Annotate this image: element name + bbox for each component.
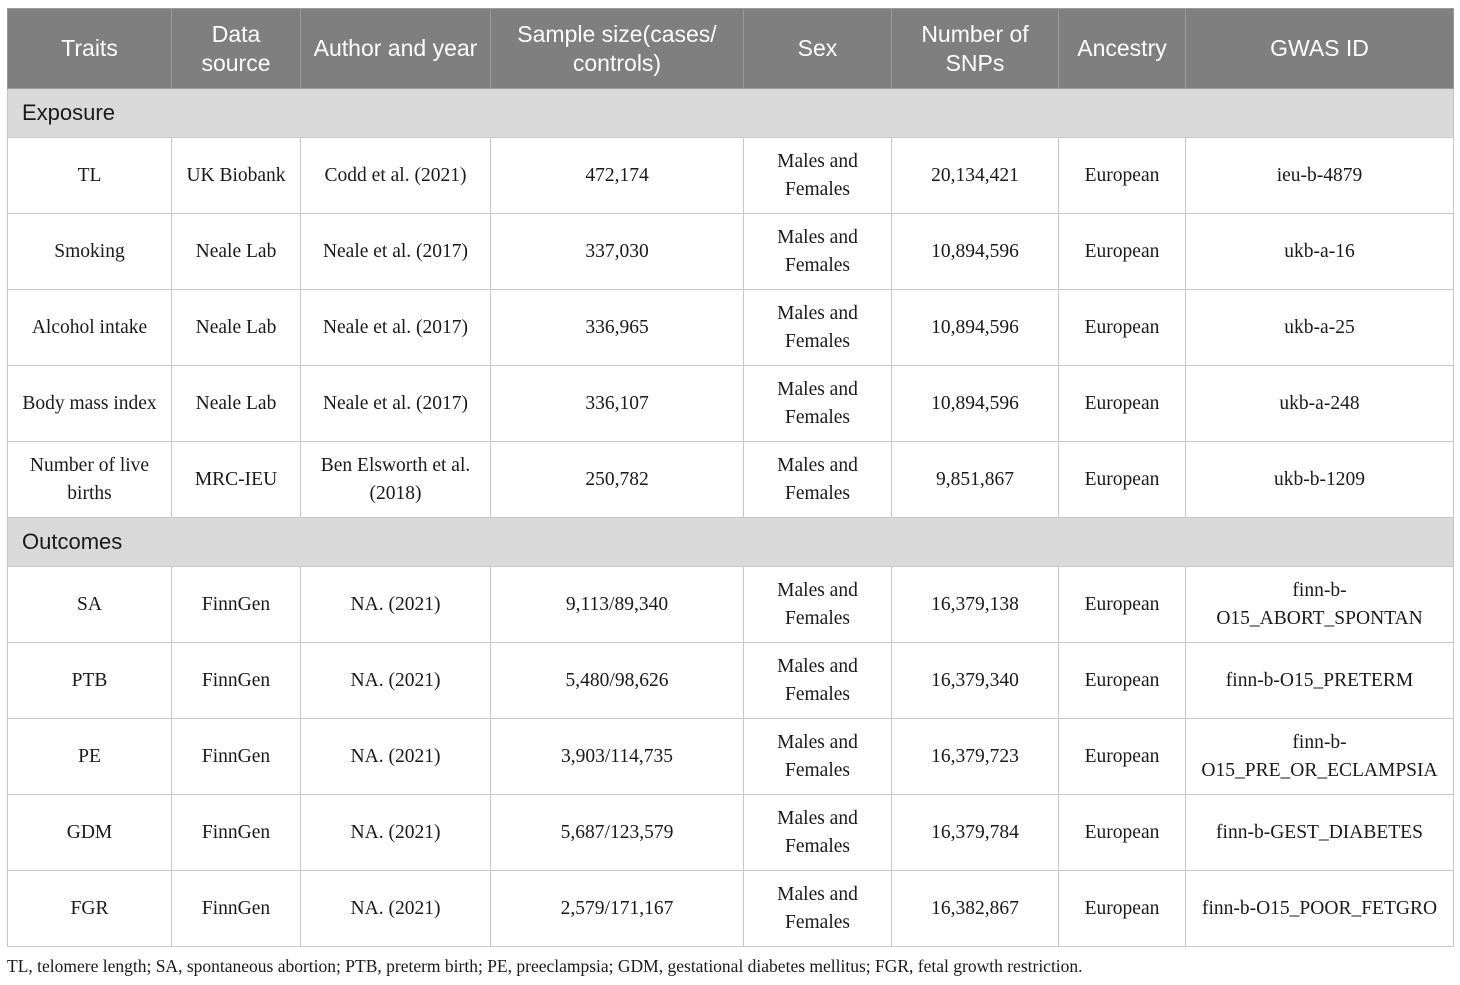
cell-sample-size: 336,107 — [491, 366, 744, 442]
cell-trait: Smoking — [8, 214, 172, 290]
cell-trait: TL — [8, 138, 172, 214]
cell-gwas-id: finn-b-O15_PRETERM — [1186, 643, 1454, 719]
cell-ancestry: European — [1059, 290, 1186, 366]
cell-ancestry: European — [1059, 719, 1186, 795]
gwas-table-container — [7, 8, 1453, 947]
cell-sex: Males and Females — [744, 567, 892, 643]
table-row — [8, 290, 1454, 366]
cell-data-source: Neale Lab — [172, 214, 301, 290]
header-sample-size: Sample size(cases/ controls) — [491, 9, 744, 89]
cell-gwas-id: finn-b-O15_ABORT_SPONTAN — [1186, 567, 1454, 643]
header-sex: Sex — [744, 9, 892, 89]
table-row — [8, 138, 1454, 214]
cell-author-year: Neale et al. (2017) — [301, 290, 491, 366]
cell-number-of-snps: 16,379,340 — [892, 643, 1059, 719]
cell-gwas-id: ieu-b-4879 — [1186, 138, 1454, 214]
header-number-of-snps: Number of SNPs — [892, 9, 1059, 89]
cell-sex: Males and Females — [744, 719, 892, 795]
cell-data-source: UK Biobank — [172, 138, 301, 214]
cell-ancestry: European — [1059, 643, 1186, 719]
cell-gwas-id: ukb-a-25 — [1186, 290, 1454, 366]
cell-sample-size: 472,174 — [491, 138, 744, 214]
header-gwas-id: GWAS ID — [1186, 9, 1454, 89]
cell-trait: PTB — [8, 643, 172, 719]
cell-sex: Males and Females — [744, 871, 892, 947]
table-row — [8, 442, 1454, 518]
cell-ancestry: European — [1059, 138, 1186, 214]
header-ancestry: Ancestry — [1059, 9, 1186, 89]
table-row — [8, 719, 1454, 795]
cell-gwas-id: ukb-a-248 — [1186, 366, 1454, 442]
cell-sex: Males and Females — [744, 366, 892, 442]
cell-number-of-snps: 16,379,138 — [892, 567, 1059, 643]
cell-number-of-snps: 20,134,421 — [892, 138, 1059, 214]
cell-data-source: FinnGen — [172, 643, 301, 719]
cell-ancestry: European — [1059, 567, 1186, 643]
cell-number-of-snps: 10,894,596 — [892, 366, 1059, 442]
cell-ancestry: European — [1059, 795, 1186, 871]
table-row — [8, 366, 1454, 442]
section-row-outcomes — [8, 518, 1454, 567]
cell-author-year: Ben Elsworth et al. (2018) — [301, 442, 491, 518]
cell-sex: Males and Females — [744, 290, 892, 366]
cell-ancestry: European — [1059, 871, 1186, 947]
cell-sex: Males and Females — [744, 643, 892, 719]
cell-gwas-id: ukb-a-16 — [1186, 214, 1454, 290]
cell-number-of-snps: 10,894,596 — [892, 214, 1059, 290]
cell-gwas-id: finn-b-GEST_DIABETES — [1186, 795, 1454, 871]
cell-number-of-snps: 10,894,596 — [892, 290, 1059, 366]
section-row-exposure — [8, 89, 1454, 138]
section-title: Outcomes — [8, 518, 1454, 567]
cell-author-year: Neale et al. (2017) — [301, 214, 491, 290]
gwas-data-table — [7, 8, 1454, 947]
cell-author-year: NA. (2021) — [301, 719, 491, 795]
cell-number-of-snps: 16,382,867 — [892, 871, 1059, 947]
cell-sample-size: 336,965 — [491, 290, 744, 366]
table-row — [8, 871, 1454, 947]
cell-ancestry: European — [1059, 442, 1186, 518]
cell-ancestry: European — [1059, 366, 1186, 442]
cell-trait: Body mass index — [8, 366, 172, 442]
cell-author-year: Neale et al. (2017) — [301, 366, 491, 442]
cell-trait: Number of live births — [8, 442, 172, 518]
table-row — [8, 643, 1454, 719]
cell-trait: SA — [8, 567, 172, 643]
cell-gwas-id: finn-b-O15_POOR_FETGRO — [1186, 871, 1454, 947]
header-data-source: Data source — [172, 9, 301, 89]
cell-sample-size: 9,113/89,340 — [491, 567, 744, 643]
cell-author-year: Codd et al. (2021) — [301, 138, 491, 214]
cell-data-source: Neale Lab — [172, 366, 301, 442]
cell-data-source: FinnGen — [172, 871, 301, 947]
cell-sample-size: 5,480/98,626 — [491, 643, 744, 719]
cell-number-of-snps: 9,851,867 — [892, 442, 1059, 518]
cell-sample-size: 337,030 — [491, 214, 744, 290]
table-footnote: TL, telomere length; SA, spontaneous abortion; PTB, preterm birth; PE, preeclampsia; GDM, gestational diabetes mellitus; FGR, fetal growth restriction. — [7, 956, 1083, 976]
cell-number-of-snps: 16,379,723 — [892, 719, 1059, 795]
cell-data-source: FinnGen — [172, 719, 301, 795]
cell-gwas-id: ukb-b-1209 — [1186, 442, 1454, 518]
cell-sample-size: 3,903/114,735 — [491, 719, 744, 795]
cell-data-source: FinnGen — [172, 567, 301, 643]
cell-sample-size: 250,782 — [491, 442, 744, 518]
section-title: Exposure — [8, 89, 1454, 138]
header-row — [8, 9, 1454, 89]
cell-trait: PE — [8, 719, 172, 795]
cell-sample-size: 2,579/171,167 — [491, 871, 744, 947]
table-row — [8, 214, 1454, 290]
cell-author-year: NA. (2021) — [301, 567, 491, 643]
header-traits: Traits — [8, 9, 172, 89]
cell-number-of-snps: 16,379,784 — [892, 795, 1059, 871]
cell-data-source: MRC-IEU — [172, 442, 301, 518]
cell-author-year: NA. (2021) — [301, 643, 491, 719]
cell-sex: Males and Females — [744, 138, 892, 214]
cell-trait: FGR — [8, 871, 172, 947]
cell-trait: GDM — [8, 795, 172, 871]
cell-sex: Males and Females — [744, 442, 892, 518]
header-author-year: Author and year — [301, 9, 491, 89]
cell-trait: Alcohol intake — [8, 290, 172, 366]
cell-author-year: NA. (2021) — [301, 871, 491, 947]
cell-sex: Males and Females — [744, 795, 892, 871]
table-row — [8, 567, 1454, 643]
cell-sex: Males and Females — [744, 214, 892, 290]
cell-data-source: FinnGen — [172, 795, 301, 871]
cell-gwas-id: finn-b-O15_PRE_OR_ECLAMPSIA — [1186, 719, 1454, 795]
table-body — [8, 89, 1454, 947]
cell-author-year: NA. (2021) — [301, 795, 491, 871]
cell-sample-size: 5,687/123,579 — [491, 795, 744, 871]
cell-data-source: Neale Lab — [172, 290, 301, 366]
table-row — [8, 795, 1454, 871]
cell-ancestry: European — [1059, 214, 1186, 290]
